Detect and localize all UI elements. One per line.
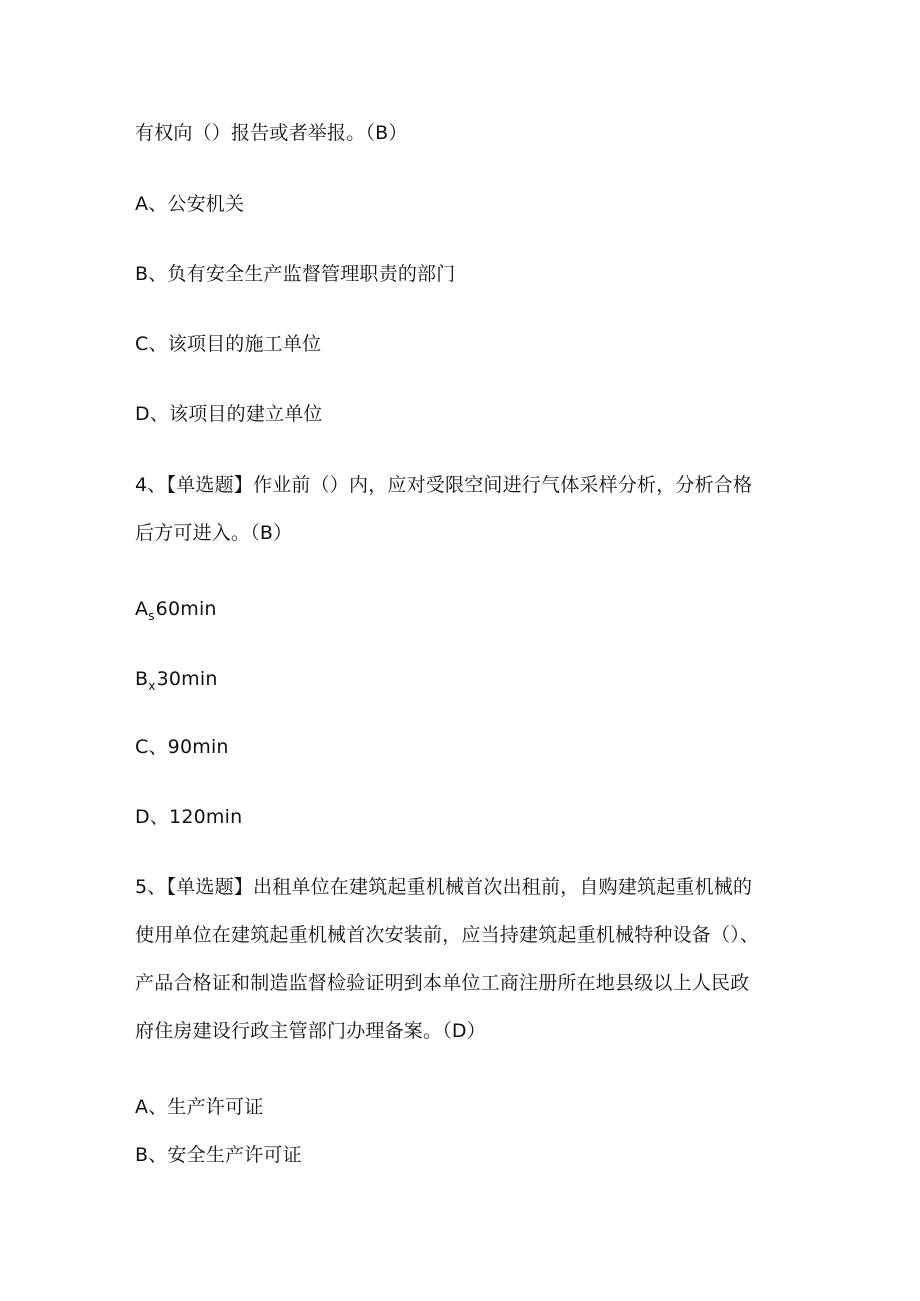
question-5-stem-line-3: 产品合格证和制造监督检验证明到本单位工商注册所在地县级以上人民政 — [135, 972, 750, 994]
question-4-option-a — [135, 597, 217, 623]
question-4-option-b — [135, 667, 218, 693]
question-3-stem: 有权向（）报告或者举报。（B） — [135, 122, 408, 144]
question-4-option-c: C、90min — [135, 736, 229, 758]
question-4-stem-line-2: 后方可进入。（B） — [135, 522, 293, 544]
question-3-option-d: D、该项目的建立单位 — [135, 403, 323, 425]
question-5-stem-line-1: 5、【单选题】出租单位在建筑起重机械首次出租前，自购建筑起重机械的 — [135, 876, 753, 898]
question-5-stem-line-2: 使用单位在建筑起重机械首次安装前，应当持建筑起重机械特种设备（）、 — [135, 924, 760, 946]
question-3-option-a: A、公安机关 — [135, 193, 245, 215]
question-5-option-b: B、安全生产许可证 — [135, 1144, 302, 1166]
question-5-stem-line-4: 府住房建设行政主管部门办理备案。（D） — [135, 1020, 486, 1042]
question-3-option-c: C、该项目的施工单位 — [135, 333, 322, 355]
question-3-option-b: B、负有安全生产监督管理职责的部门 — [135, 263, 456, 285]
question-4-stem-line-1: 4、【单选题】作业前（）内，应对受限空间进行气体采样分析，分析合格 — [135, 474, 753, 496]
question-5-option-a: A、生产许可证 — [135, 1096, 264, 1118]
option-b-text: 30min — [156, 668, 218, 690]
option-b-letter: B — [135, 668, 149, 690]
question-4-option-d: D、120min — [135, 806, 243, 828]
option-a-text: 60min — [155, 598, 217, 620]
option-b-subscript: x — [148, 679, 156, 693]
option-a-subscript: s — [148, 609, 155, 623]
option-a-letter: A — [135, 598, 149, 620]
